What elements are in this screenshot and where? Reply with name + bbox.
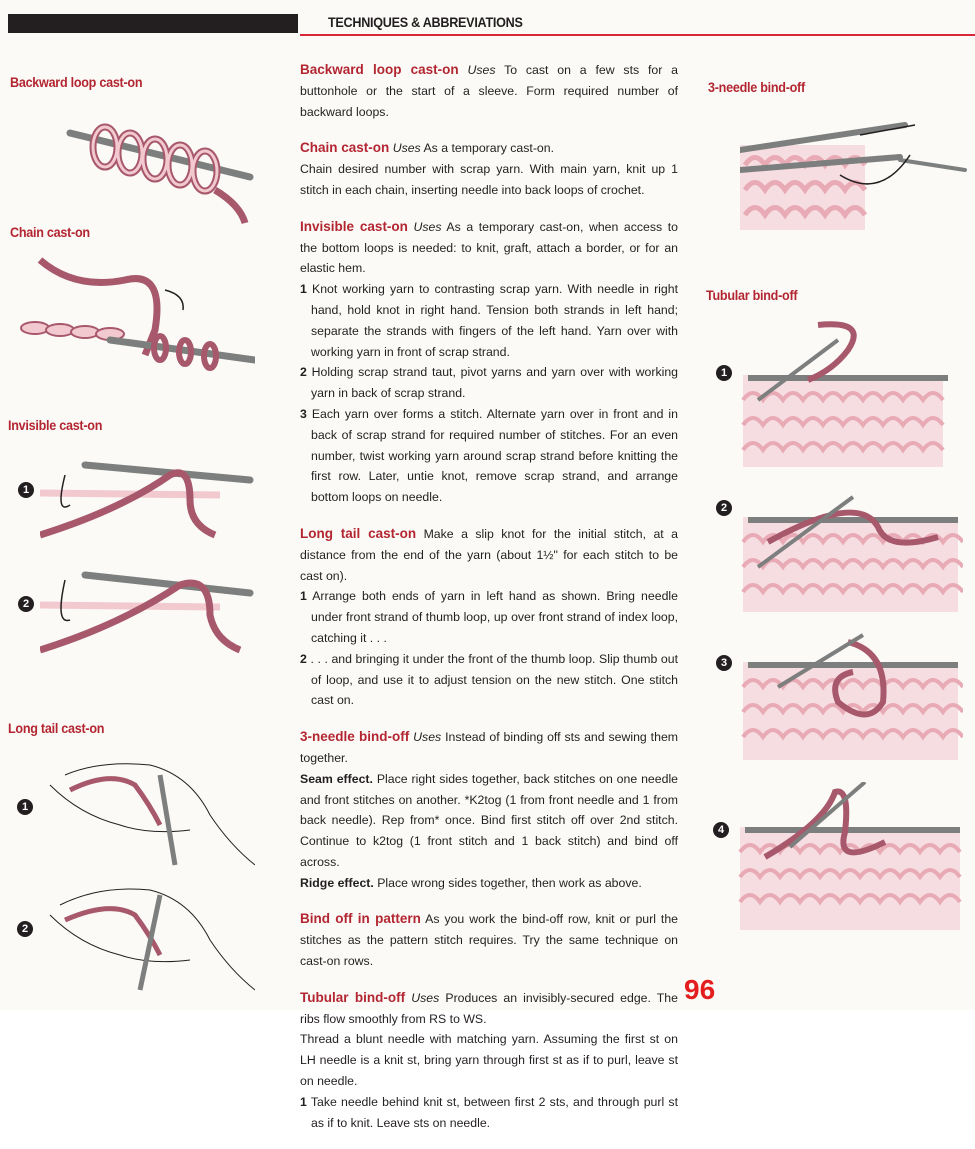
list-item: 1 Arrange both ends of yarn in left hand as shown. Bring needle under front strand of thumb loop, up over front strand of index loop, catching it . . . xyxy=(300,589,678,645)
label-3-needle-bind-off: 3-needle bind-off xyxy=(708,79,805,95)
tubular-bind-off-step2-illustration xyxy=(738,492,963,614)
label-invisible-cast-on: Invisible cast-on xyxy=(8,417,103,433)
text-column xyxy=(300,60,678,1149)
section-heading: Tubular bind-off xyxy=(300,989,406,1005)
section-3-needle-bind-off: 3-needle bind-off Uses Instead of binding off sts and sewing them together. Seam effect. Place right sides together, back stitches on one needle and front stitches on another. *K2tog (1 from front needle and 1 from back needle). Rep from* once. Bind first stitch off over 2nd stitch. Continue to k2tog (1 front stitch and 1 back stitch) and bind off across. Ridge effect. Place wrong sides together, then work as above. xyxy=(300,729,679,890)
step-marker-1: 1 xyxy=(716,365,732,381)
step-marker-1: 1 xyxy=(17,799,33,815)
section-heading: Backward loop cast-on xyxy=(300,62,459,77)
step-marker-2: 2 xyxy=(17,921,33,937)
step-marker-2: 2 xyxy=(716,500,732,516)
invisible-cast-on-step1-illustration xyxy=(40,455,255,540)
header-bar xyxy=(8,14,298,33)
list-item: 2 Holding scrap strand taut, pivot yarns and yarn over with working yarn in back of scrap strand. xyxy=(300,365,679,401)
section-heading: 3-needle bind-off xyxy=(300,729,410,745)
label-backward-loop: Backward loop cast-on xyxy=(10,74,143,90)
header-rule xyxy=(300,34,975,36)
section-heading: Long tail cast-on xyxy=(300,525,417,541)
backward-loop-illustration xyxy=(65,105,255,225)
step-marker-3: 3 xyxy=(716,655,732,671)
tubular-bind-off-step3-illustration xyxy=(738,632,963,762)
list-item: 2 . . . and bringing it under the front of the thumb loop. Slip thumb out of loop, and use it to adjust tension on the new stitch. One stitch cast on. xyxy=(300,651,678,708)
label-long-tail-cast-on: Long tail cast-on xyxy=(8,720,105,736)
section-heading: Chain cast-on xyxy=(300,140,390,156)
invisible-cast-on-step2-illustration xyxy=(40,565,255,655)
section-chain-cast-on: Chain cast-on Uses As a temporary cast-on. Chain desired number with scrap yarn. With main yarn, knit up 1 stitch in each chain, inserting needle into back loops of crochet. xyxy=(300,140,678,197)
page-header-title: TECHNIQUES & ABBREVIATIONS xyxy=(328,14,523,30)
section-heading: Bind off in pattern xyxy=(300,911,421,927)
tubular-bind-off-step1-illustration xyxy=(738,320,948,468)
section-bind-off-in-pattern: Bind off in pattern As you work the bind-off row, knit or purl the stitches as the pattern stitch requires. Try the same technique on cast-on rows. xyxy=(300,911,678,969)
long-tail-step1-illustration xyxy=(40,755,255,870)
section-backward-loop: Backward loop cast-on Uses To cast on a few sts for a buttonhole or the start of a sleeve. Form required number of backward loops. xyxy=(300,62,678,119)
list-item: 1 Take needle behind knit st, between first 2 sts, and through purl st as if to knit. Leave sts on needle. xyxy=(300,1094,678,1130)
list-item: 3 Each yarn over forms a stitch. Alternate yarn over in front and in back of scrap strand for required number of stitches. For an even number, twist working yarn around scrap strand before knitting the first row. Later, untie knot, remove scrap strand, and arrange bottom loops on needle. xyxy=(300,406,678,505)
list-item: 1 Knot working yarn to contrasting scrap yarn. With needle in right hand, hold knot in right hand. Tension both strands in left hand; separate the strands with fingers of the left hand. Yarn over with working yarn in front of scrap strand. xyxy=(300,282,678,359)
page-number: 96 xyxy=(684,974,716,1005)
label-tubular-bind-off: Tubular bind-off xyxy=(706,287,798,303)
label-chain-cast-on: Chain cast-on xyxy=(10,224,90,240)
chain-cast-on-illustration xyxy=(15,250,255,380)
step-marker-4: 4 xyxy=(713,822,729,838)
3-needle-bind-off-illustration xyxy=(740,115,970,230)
section-heading: Invisible cast-on xyxy=(300,218,408,234)
step-marker-1: 1 xyxy=(18,482,34,498)
section-tubular-bind-off: Tubular bind-off Uses Produces an invisibly-secured edge. The ribs flow smoothly from RS to WS. Thread a blunt needle with matching yarn. Assuming the first st on LH needle is a knit st, bring yarn through first st as if to purl, leave st on needle. 1 Take needle behind knit st, between first 2 sts, and through purl st as if to knit. Leave sts on needle. xyxy=(300,988,678,1134)
tubular-bind-off-step4-illustration xyxy=(735,782,965,932)
step-marker-2: 2 xyxy=(18,596,34,612)
section-long-tail-cast-on: Long tail cast-on Make a slip knot for the initial stitch, at a distance from the end of the yarn (about 1½" for each stitch to be cast on). 1 Arrange both ends of yarn in left hand as shown. Bring needle under front strand of thumb loop, up over front strand of index loop, catching it . . . 2 . . . and bringing it under the front of the thumb loop. Slip thumb out of loop, and use it to adjust tension on the new stitch. One stitch cast on. xyxy=(300,524,678,711)
long-tail-step2-illustration xyxy=(40,880,255,995)
section-invisible-cast-on: Invisible cast-on Uses As a temporary cast-on, when access to the bottom loops is needed: to knit, graft, attach a border, or for an elastic hem. 1 Knot working yarn to contrasting scrap yarn. With needle in right hand, hold knot in right hand. Tension both strands in left hand; separate the strands with fingers of the left hand. Yarn over with working yarn in front of scrap strand. 2 Holding scrap strand taut, pivot yarns and yarn over with working yarn in back of scrap strand. 3 Each yarn over forms a stitch. Alternate yarn over in front and in back of scrap strand for required number of stitches. For an even number, twist working yarn around scrap strand before knitting the first row. Later, untie knot, remove scrap strand, and arrange bottom loops on needle. xyxy=(300,217,678,508)
